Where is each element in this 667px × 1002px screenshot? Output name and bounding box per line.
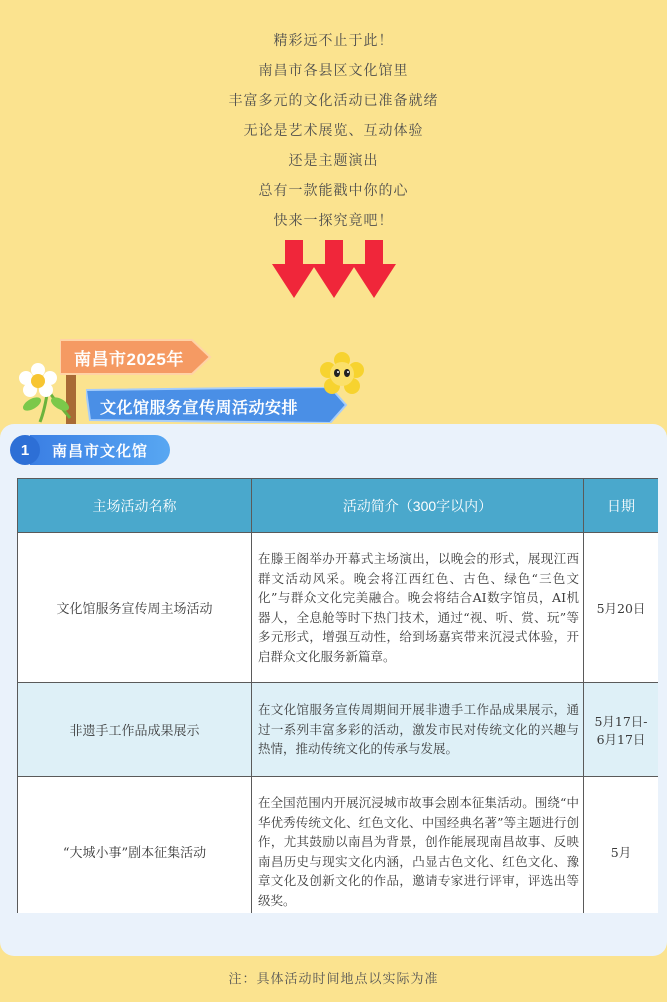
table-row xyxy=(18,683,659,777)
activity-name-cell: 非遗手工作品成果展示 xyxy=(18,683,252,777)
activity-date-cell xyxy=(584,777,659,914)
activity-desc-cell: 在文化馆服务宣传周期间开展非遗手工作品成果展示，通过一系列丰富多彩的活动，激发市民对传统文化的兴趣与热情，推动传统文化的传承与发展。 xyxy=(252,683,584,777)
yellow-flower-mascot-icon xyxy=(320,352,364,396)
date-text: 6月17日 xyxy=(596,731,646,747)
down-arrow-icon xyxy=(352,240,396,300)
activity-table xyxy=(17,478,658,913)
activity-desc-cell: 在全国范围内开展沉浸城市故事会剧本征集活动。围绕“中华优秀传统文化、红色文化、中国经典名著”等主题进行创作，尤其鼓励以南昌为背景，创作能展现南昌故事、反映南昌历史与现实文化内涵，凸显古色文化、红色文化、豫章文化及创新文化的作品，邀请专家进行评审，评选出等级奖。 xyxy=(252,777,584,914)
date-text: 5月17日- xyxy=(594,713,648,729)
activity-name-cell: 文化馆服务宣传周主场活动 xyxy=(18,533,252,683)
table-row xyxy=(18,533,659,683)
intro-line: 精彩远不止于此！ xyxy=(273,33,394,49)
title-banner xyxy=(86,387,348,423)
activity-table-scroll[interactable] xyxy=(17,478,658,913)
intro-line: 快来一探究竟吧！ xyxy=(273,213,394,229)
year-banner xyxy=(60,338,212,376)
table-row xyxy=(18,777,659,914)
table-header-row xyxy=(18,479,659,533)
intro-text xyxy=(0,26,667,236)
intro-line: 南昌市各县区文化馆里 xyxy=(258,63,409,79)
intro-line: 还是主题演出 xyxy=(288,153,379,169)
section-title: 南昌市文化馆 xyxy=(30,435,170,465)
section-header xyxy=(10,434,170,466)
white-flower-icon xyxy=(18,360,78,424)
section-number-badge: 1 xyxy=(10,435,40,465)
header-activity-desc: 活动简介（300字以内） xyxy=(252,479,584,533)
intro-line: 总有一款能戳中你的心 xyxy=(258,183,409,199)
header-activity-name: 主场活动名称 xyxy=(18,479,252,533)
down-arrow-icon xyxy=(312,240,356,300)
header-date: 日期 xyxy=(584,479,659,533)
intro-line: 丰富多元的文化活动已准备就绪 xyxy=(228,93,439,109)
intro-line: 无论是艺术展览、互动体验 xyxy=(243,123,424,139)
down-arrow-icon xyxy=(272,240,316,300)
activity-date-cell xyxy=(584,533,659,683)
date-text: 5月20日 xyxy=(596,600,646,616)
footnote: 注：具体活动时间地点以实际为准 xyxy=(228,971,439,986)
down-arrows xyxy=(0,240,667,300)
year-banner-label: 南昌市2025年 xyxy=(74,350,184,369)
activity-name-cell: “大城小事”剧本征集活动 xyxy=(18,777,252,914)
title-banner-label: 文化馆服务宣传周活动安排 xyxy=(100,400,299,417)
activity-date-cell xyxy=(584,683,659,777)
date-text: 5月 xyxy=(610,844,632,860)
activity-desc-cell: 在滕王阁举办开幕式主场演出，以晚会的形式，展现江西群文活动风采。晚会将江西红色、古色、绿色“三色文化”与群众文化完美融合。晚会将结合AI数字馆员，AI机器人，全息舱等时下热门技术，通过“视、听、赏、玩”等多元形式，增强互动性，给到场嘉宾带来沉浸式体验，开启群众文化服务新篇章。 xyxy=(252,533,584,683)
